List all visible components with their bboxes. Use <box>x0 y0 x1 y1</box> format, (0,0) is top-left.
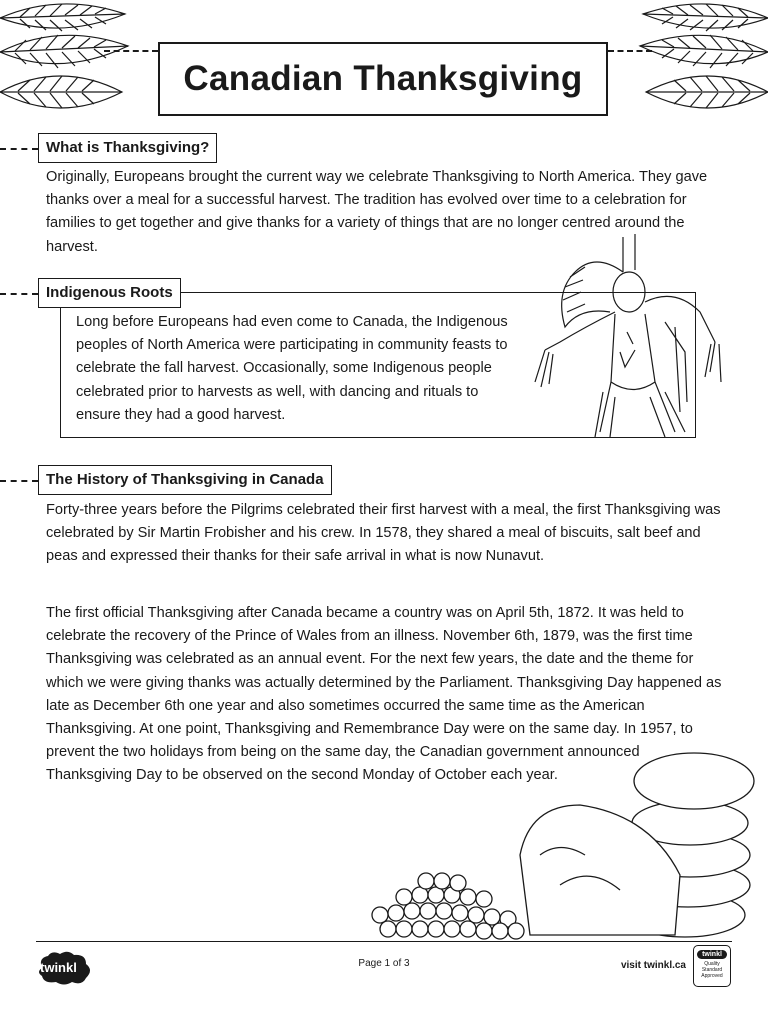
dancer-illustration <box>515 232 730 442</box>
leaves-right-decoration <box>638 0 768 120</box>
section-dash <box>0 480 38 482</box>
quality-badge <box>693 945 731 987</box>
paragraph-indigenous: Long before Europeans had even come to Canada, the Indigenous peoples of North America were participating in community feasts to celebrate the fall harvest. Occasionally, some Indigenous people celebrated prior to harvests as well, with dancing and rituals to ensure they had a good harvest. <box>76 314 508 423</box>
title-dash-left <box>104 50 158 52</box>
paragraph-history-1: Forty-three years before the Pilgrims celebrated their first harvest with a meal, the first Thanksgiving was celebrated by Sir Martin Frobisher and his crew. In 1578, they shared a meal of biscuits, salt beef and peas and expressed their thanks for their safe arrival in what is now Nunavut. <box>46 502 721 565</box>
food-illustration <box>360 745 760 940</box>
section-heading-what-is: What is Thanksgiving? <box>38 133 217 163</box>
page-number: Page 1 of 3 <box>358 958 410 969</box>
title-box <box>158 42 608 116</box>
section-dash <box>0 148 38 150</box>
title-dash-right <box>608 50 652 52</box>
paragraph-what-is: Originally, Europeans brought the current way we celebrate Thanksgiving to North America. They gave thanks over a meal for a successful harvest. The tradition has evolved over time to a celebration for families to get together and give thanks for a variety of things that are no longer centred around the harvest. <box>46 169 708 255</box>
leaves-left-decoration <box>0 0 130 120</box>
section-dash <box>0 293 38 295</box>
badge-name: twinkl <box>697 950 727 959</box>
badge-text: Quality Standard Approved <box>701 961 723 979</box>
page-title: Canadian Thanksgiving <box>183 59 583 98</box>
section-heading-history: The History of Thanksgiving in Canada <box>38 465 332 495</box>
logo-text: twinkl <box>40 960 77 975</box>
visit-link[interactable]: visit twinkl.ca <box>620 960 686 971</box>
footer-divider <box>36 941 732 942</box>
section-heading-indigenous: Indigenous Roots <box>38 278 181 308</box>
paragraph-history-2: The first official Thanksgiving after Canada became a country was on April 5th, 1872. It was held to celebrate the recovery of the Prince of Wales from an illness. November 6th, 1879, was the first time Thanksgiving was celebrated as an annual event. For the next few years, the date and the theme for which we were giving thanks was actually determined by the Parliament. Thanksgiving Day happened as late as December 6th one year and also sometimes occurred the same time as the American Thanksgiving. At one point, Thanksgiving and Remembrance Day were on the same day. In 1957, to prevent the two holidays from being on the same day, the Canadian government announced Thanksgiving Day to be observed on the second Monday of October each year. <box>46 605 722 784</box>
